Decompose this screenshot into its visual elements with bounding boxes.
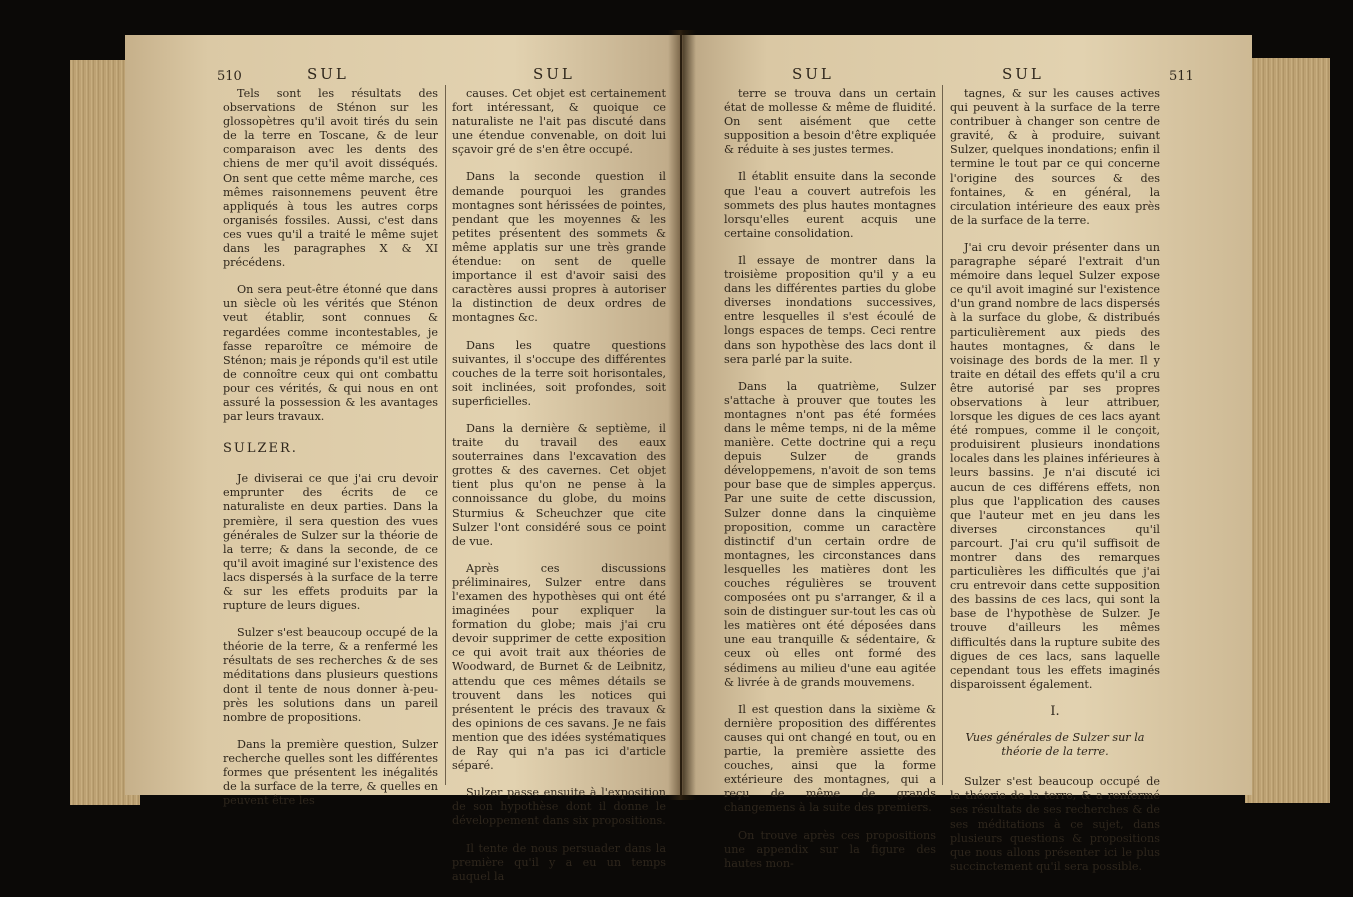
paragraph: Sulzer passe ensuite à l'exposition de son hypothèse dont il donne le développement dans six propositions. <box>452 786 666 828</box>
column-rule <box>942 85 943 785</box>
column-rule <box>445 85 446 785</box>
right-column-2 <box>950 87 1160 887</box>
paragraph: Dans la première question, Sulzer recherche quelles sont les différentes formes que présentent les inégalités de la surface de la terre, & quelles en peuvent être les <box>223 737 438 808</box>
section-number: I. <box>1050 703 1060 719</box>
page-number-left: 510 <box>217 69 242 84</box>
book-gutter <box>668 30 696 800</box>
right-page <box>682 35 1252 873</box>
paragraph: Il établit ensuite dans la seconde que l'eau a couvert autrefois les sommets des plus hautes montagnes lorsqu'elles eurent acquis une certaine consolidation. <box>724 170 936 240</box>
paragraph: Dans la dernière & septième, il traite du travail des eaux souterraines dans l'excavation des grottes & des cavernes. Cet objet tient plus qu'on ne pense à la connoissance du globe, du moins Sturmius & Scheuchzer que cite Sulzer l'ont considéré sous ce point de vue. <box>452 421 666 548</box>
paragraph: Dans les quatre questions suivantes, il s'occupe des différentes couches de la terre soit horisontales, soit inclinées, soit profondes, soit superficielles. <box>452 338 666 408</box>
running-head-left: SUL <box>307 65 349 83</box>
paragraph: causes. Cet objet est certainement fort intéressant, & quoique ce naturaliste ne l'ait pas discuté dans une étendue convenable, on doit lui sçavoir gré de s'en être occupé. <box>452 87 666 157</box>
paragraph: On sera peut-être étonné que dans un siècle où les vérités que Sténon veut établir, sont connues & regardées comme incontestables, je fasse reparoître ce mémoire de Sténon; mais je réponds qu'il est utile de connoître ceux qui ont combattu pour ces vérités, & qui nous en ont assuré la possession & les avantages par leurs travaux. <box>223 283 438 424</box>
paragraph: On trouve après ces propositions une appendix sur la figure des hautes mon- <box>724 828 936 870</box>
left-column-1 <box>223 87 438 821</box>
paragraph: Sulzer s'est beaucoup occupé de la théorie de la terre, & a renfermé les résultats de ses recherches & de ses méditations dans plusieurs questions dont il tente de nous donner à-peu-près les solutions dans un pareil nombre de propositions. <box>223 626 438 724</box>
paragraph: Il est question dans la sixième & dernière proposition des différentes causes qui ont changé en tout, ou en partie, la première assiette des couches, ainsi que la forme extérieure des montagnes, qui a reçu de même de grands changemens à la suite des premiers. <box>724 702 936 815</box>
paragraph: Dans la seconde question il demande pourquoi les grandes montagnes sont hérissées de pointes, pendant que les moyennes & les petites présentent des sommets & même applatis sur une très grande étendue: on sent de quelle importance il est d'avoir saisi des caractères aussi propres à autoriser la distinction de deux ordres de montagnes &c. <box>452 170 666 325</box>
paragraph: J'ai cru devoir présenter dans un paragraphe séparé l'extrait d'un mémoire dans lequel Sulzer expose ce qu'il avoit imaginé sur l'existence d'un grand nombre de lacs dispersés à la surface du globe, & distribués particulièrement aux pieds des hautes montagnes, & dans le voisinage des bords de la mer. Il y traite en détail des effets qu'il a cru être autorisé par ses propres observations à leur attribuer, lorsque les digues de ces lacs ayant été rompues, comme il le conçoit, produisirent plusieurs inondations locales dans les plaines inférieures à leurs bassins. Je n'ai discuté ici aucun de ces différens effets, non plus que l'application des causes que l'auteur met en jeu dans les diverses circonstances qu'il parcourt. J'ai cru qu'il suffisoit de montrer dans des remarques particulières les difficultés que j'ai cru entrevoir dans cette supposition des bassins de ces lacs, qui sont la base de l'hypothèse de Sulzer. Je trouve d'ailleurs les mêmes difficultés dans la rupture subite des digues de ces lacs, sans laquelle cependant tous les effets imaginés disparoissent également. <box>950 240 1160 691</box>
running-head-right-2: SUL <box>1002 65 1044 83</box>
running-head-left-2: SUL <box>533 65 575 83</box>
paragraph: Dans la quatrième, Sulzer s'attache à prouver que toutes les montagnes n'ont pas été formées dans le même temps, ni de la même manière. Cette doctrine qui a reçu depuis Sulzer de grands développemens, n'avoit de son tems pour base que de simples apperçus. Par une suite de cette discussion, Sulzer donne dans la cinquième proposition, comme un caractère distinctif d'un certain ordre de montagnes, les circonstances dans lesquelles les matières dont les couches régulières se trouvent composées ont pu s'arranger, & il a soin de distinguer sur-tout les cas où les matières ont été déposées dans une eau tranquille & sédentaire, & ceux où elles ont formé des sédimens au milieu d'une eau agitée & livrée à de grands mouvemens. <box>724 379 936 689</box>
paragraph: tagnes, & sur les causes actives qui peuvent à la surface de la terre contribuer à changer son centre de gravité, & à produire, suivant Sulzer, quelques inondations; enfin il termine le tout par ce qui concerne l'origine des sources & des fontaines, & en général, la circulation intérieure des eaux près de la surface de la terre. <box>950 87 1160 227</box>
paragraph: Je diviserai ce que j'ai cru devoir emprunter des écrits de ce naturaliste en deux parties. Dans la première, il sera question des vues générales de Sulzer sur la théorie de la terre; & dans la seconde, de ce qu'il avoit imaginé sur l'existence des lacs dispersés à la surface de la terre & sur les effets produits par la rupture de leurs digues. <box>223 472 438 613</box>
page-number-right: 511 <box>1169 69 1194 84</box>
paragraph: Il essaye de montrer dans la troisième proposition qu'il y a eu dans les différentes parties du globe diverses inondations successives, entre lesquelles il s'est écoulé de longs espaces de temps. Ceci rentre dans son hypothèse des lacs dont il sera parlé par la suite. <box>724 253 936 366</box>
page-edges-right <box>1245 58 1330 803</box>
paragraph: Il tente de nous persuader dans la première qu'il y a eu un temps auquel la <box>452 841 666 883</box>
left-page <box>125 35 680 883</box>
section-heading: SULZER. <box>223 441 298 457</box>
paragraph: terre se trouva dans un certain état de mollesse & même de fluidité. On sent aisément que cette supposition a besoin d'être expliquée & réduite à ses justes termes. <box>724 87 936 157</box>
right-column-1 <box>724 87 936 884</box>
left-column-2 <box>452 87 666 897</box>
paragraph: Après ces discussions préliminaires, Sulzer entre dans l'examen des hypothèses qui ont été imaginées pour expliquer la formation du globe; mais j'ai cru devoir supprimer de cette exposition ce qui avoit trait aux théories de Woodward, de Burnet & de Leibnitz, attendu que ces mêmes détails se trouvent dans les notices qui présentent le précis des travaux & des opinions de ces savans. Je ne fais mention que des idées systématiques de Ray qui n'a pas ici d'article séparé. <box>452 561 666 773</box>
section-title: Vues générales de Sulzer sur la théorie de la terre. <box>965 731 1145 759</box>
paragraph: Tels sont les résultats des observations de Sténon sur les glossopètres qu'il avoit tirés du sein de la terre en Toscane, & de leur comparaison avec les dents des chiens de mer qu'il avoit disséqués. On sent que cette même marche, ces mêmes raisonnemens peuvent être appliqués à tous les autres corps organisés fossiles. Aussi, c'est dans ces vues qu'il a traité le même sujet dans les paragraphes X & XI précédens. <box>223 87 438 270</box>
running-head-right: SUL <box>792 65 834 83</box>
paragraph: Sulzer s'est beaucoup occupé de la théorie de la terre, & a renfermé ses résultats de ses recherches & de ses méditations à ce sujet, dans plusieurs questions & propositions que nous allons présenter ici le plus succinctement qu'il sera possible. <box>950 775 1160 873</box>
